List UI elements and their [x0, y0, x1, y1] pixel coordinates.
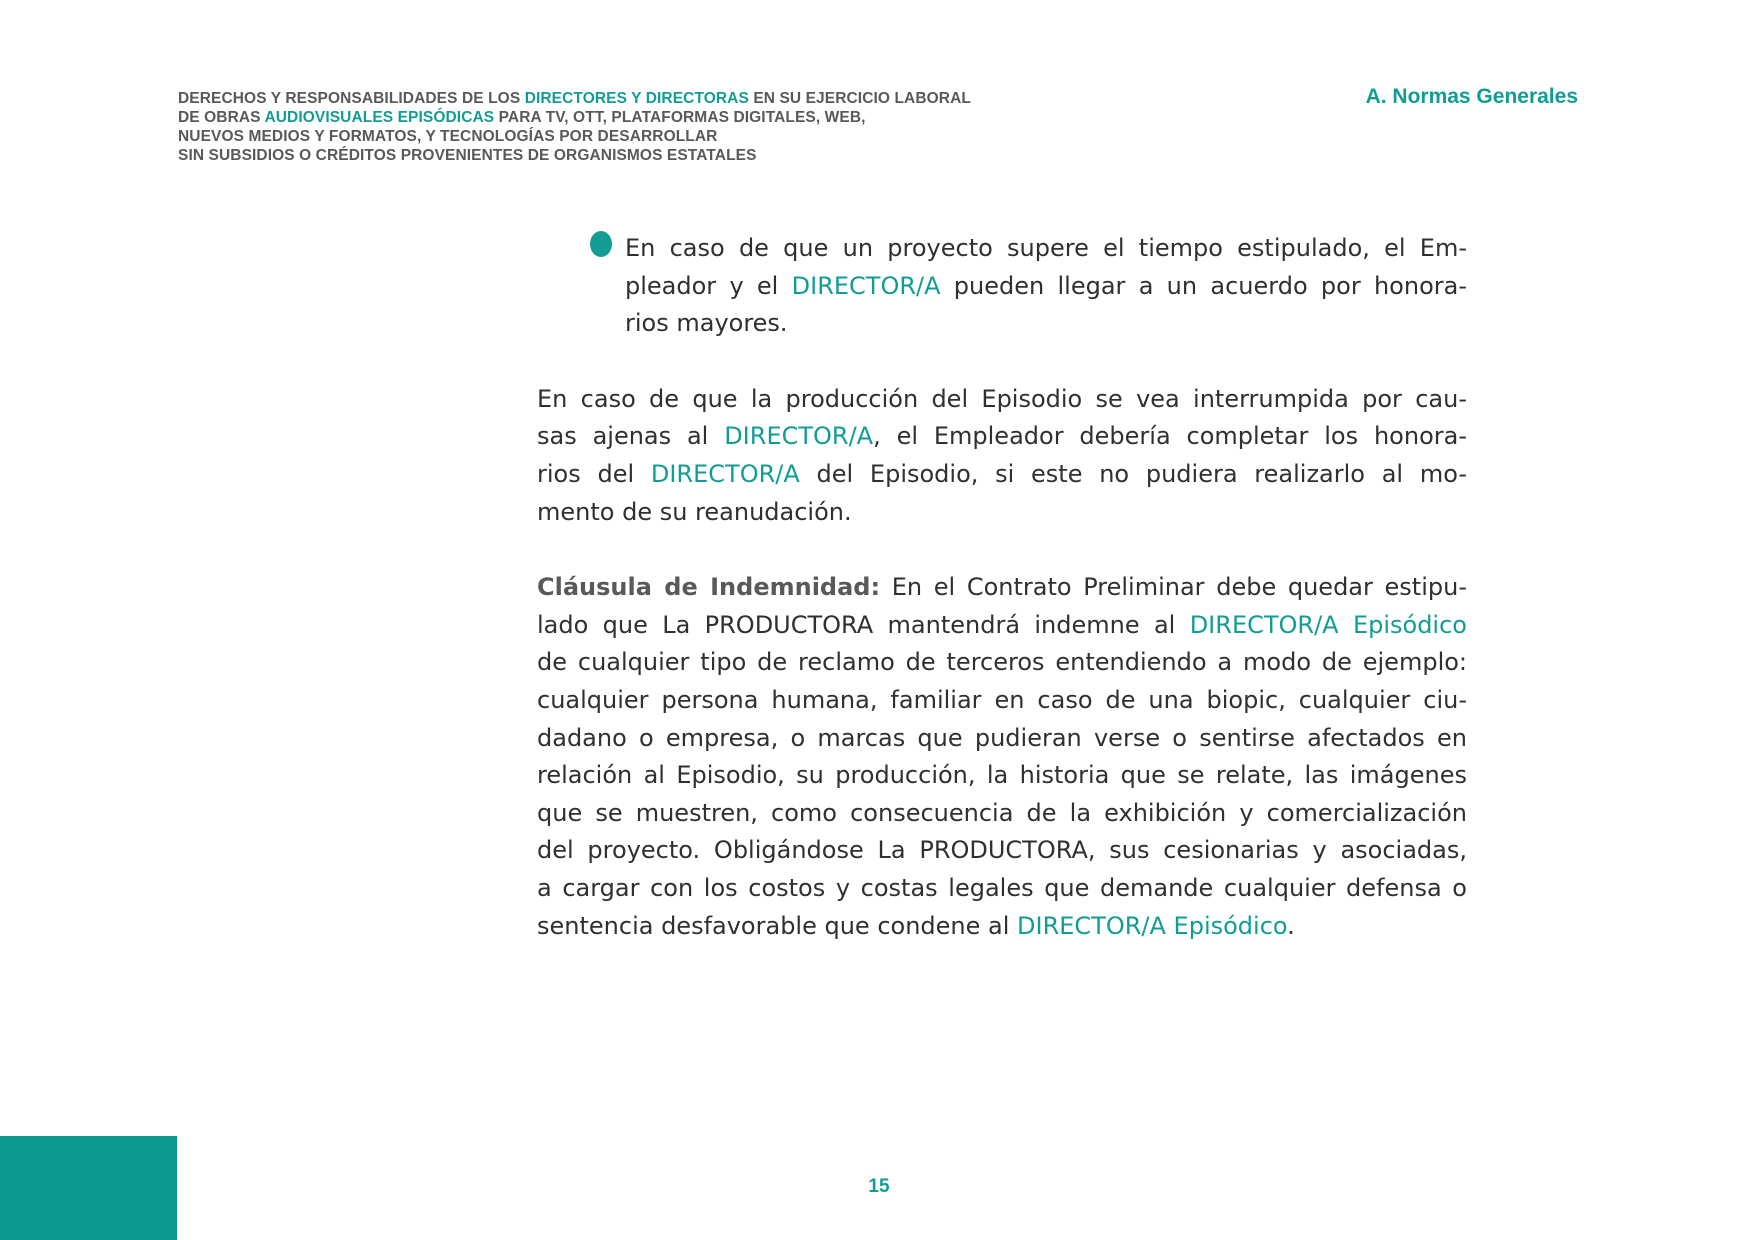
text-run: del proyecto. Obligándose La PRODUCTORA, sus cesionarias y asociadas,: [537, 836, 1467, 865]
highlight-term: DIRECTOR/A: [791, 271, 941, 300]
paragraph-line: [537, 757, 1467, 795]
header-line-1: [178, 89, 1078, 108]
text-run: rios mayores.: [625, 309, 788, 338]
text-run: del Episodio, si este no pudiera realizarlo al mo-: [799, 459, 1467, 488]
corner-color-block: [0, 1136, 177, 1240]
text-run: sas ajenas al: [537, 422, 725, 451]
text-run: que se muestren, como consecuencia de la exhibición y comercialización: [537, 798, 1467, 827]
text-run: .: [1287, 911, 1295, 940]
header-text: EN SU EJERCICIO LABORAL: [748, 90, 971, 107]
bullet-line: [625, 305, 1467, 343]
text-run: rios del: [537, 459, 651, 488]
bullet-dot-icon: [590, 231, 612, 257]
paragraph-interruption: [537, 381, 1467, 531]
highlight-term: DIRECTOR/A Episódico: [1017, 911, 1288, 940]
text-run: dadano o empresa, o marcas que pudieran verse o sentirse afectados en: [537, 723, 1467, 752]
paragraph-line: [537, 456, 1467, 494]
text-run: cualquier persona humana, familiar en caso de una biopic, cualquier ciu-: [537, 685, 1467, 714]
text-run: mento de su reanudación.: [537, 497, 852, 526]
text-run: En caso de que un proyecto supere el tiempo estipulado, el Em-: [625, 234, 1467, 262]
highlight-term: DIRECTOR/A: [650, 459, 800, 488]
paragraph-line: [537, 381, 1467, 419]
bullet-line: [625, 268, 1467, 306]
text-run: de cualquier tipo de reclamo de terceros entendiendo a modo de ejemplo:: [537, 648, 1467, 677]
header-line-3: [178, 127, 1078, 146]
paragraph-line: [537, 720, 1467, 758]
text-run: En caso de que la producción del Episodio se vea interrumpida por cau-: [537, 384, 1467, 413]
clause-title: Cláusula de Indemnidad:: [537, 573, 881, 602]
text-run: sentencia desfavorable que condene al: [537, 911, 1018, 940]
paragraph-line: [537, 494, 1467, 532]
text-run: a cargar con los costos y costas legales que demande cualquier defensa o: [537, 873, 1467, 902]
header-line-4: [178, 146, 1078, 165]
paragraph-line: [537, 908, 1467, 946]
paragraph-line: [537, 644, 1467, 682]
paragraph-line: [537, 682, 1467, 720]
page-number: 15: [868, 1176, 890, 1197]
header-highlight: AUDIOVISUALES EPISÓDICAS: [264, 109, 495, 126]
bullet-item: [537, 230, 1467, 343]
main-content: [537, 230, 1467, 945]
header-text: PARA TV, OTT, PLATAFORMAS DIGITALES, WEB,: [494, 109, 866, 126]
text-run: pleador y el: [625, 271, 792, 300]
paragraph-line: [537, 607, 1467, 645]
document-header: [178, 89, 1078, 165]
header-highlight: DIRECTORES Y DIRECTORAS: [524, 90, 749, 107]
header-text: NUEVOS MEDIOS Y FORMATOS, Y TECNOLOGÍAS POR DESARROLLAR: [178, 128, 718, 145]
header-line-2: [178, 108, 1078, 127]
paragraph-line: [537, 418, 1467, 456]
paragraph-indemnity: [537, 569, 1467, 945]
text-run: , el Empleador debería completar los honora-: [873, 422, 1467, 451]
header-text: DERECHOS Y RESPONSABILIDADES DE LOS: [178, 90, 525, 107]
highlight-term: DIRECTOR/A Episódico: [1189, 610, 1467, 639]
text-run: lado que La PRODUCTORA mantendrá indemne al: [537, 610, 1190, 639]
bullet-line: [625, 230, 1467, 268]
paragraph-line: [537, 795, 1467, 833]
text-run: En el Contrato Preliminar debe quedar estipu-: [880, 573, 1467, 602]
text-run: relación al Episodio, su producción, la historia que se relate, las imágenes: [537, 761, 1467, 790]
paragraph-line: [537, 569, 1467, 607]
paragraph-line: [537, 870, 1467, 908]
header-text: DE OBRAS: [178, 109, 265, 126]
text-run: pueden llegar a un acuerdo por honora-: [940, 271, 1467, 300]
section-title: A. Normas Generales: [1365, 85, 1578, 108]
paragraph-line: [537, 832, 1467, 870]
header-text: SIN SUBSIDIOS O CRÉDITOS PROVENIENTES DE ORGANISMOS ESTATALES: [178, 147, 757, 164]
highlight-term: DIRECTOR/A: [724, 422, 874, 451]
